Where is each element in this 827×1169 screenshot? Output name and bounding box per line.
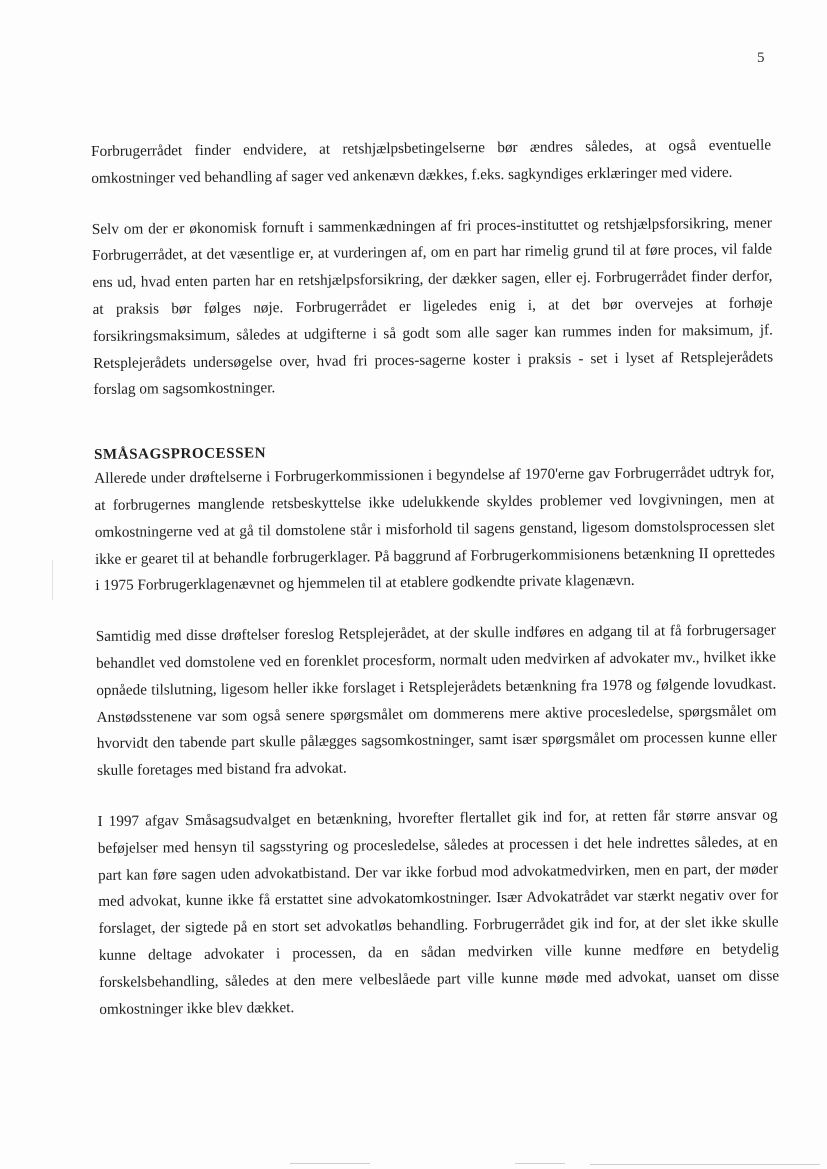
scan-artifact-line <box>590 1164 820 1165</box>
paragraph-forbrugerkommissionen: Allerede under drøftelserne i Forbrugerkommissionen i begyndelse af 1970'erne gav Forbrugerrådet udtryk for, at forbrugernes manglende retsbeskyttelse ikke udelukkende skyldes problemer ved lovgivningen, men at omkostningerne ved at gå til domstolene står i misforhold til sagens genstand, ligesom domstolsprocessen slet ikke er gearet til at behandle forbrugerklager. På baggrund af Forbrugerkommisionens betænkning II oprettedes i 1975 Forbrugerklagenævnet og hjemmelen til at etablere godkendte private klagenævn. <box>94 463 776 595</box>
document-body <box>91 132 780 1047</box>
paragraph-fri-proces: Selv om der er økonomisk fornuft i sammenkædningen af fri proces-instituttet og retshjælpsforsikring, mener Forbrugerrådet, at det væsentlige er, at vurderingen af, om en part har rimelig grund til at føre proces, vil falde ens ud, hvad enten parten har en retshjælpsforsikring, der dækker sagen, eller ej. Forbrugerrådet finder derfor, at praksis bør følges nøje. Forbrugerrådet er ligeledes enig i, at det bør overvejes at forhøje forsikringsmaksimum, således at udgifterne i så godt som alle sager kan rummes inden for maksimum, jf. Retsplejerådets undersøgelse over, hvad fri proces-sagerne koster i praksis - set i lyset af Retsplejerådets forslag om sagsomkostninger. <box>91 214 774 399</box>
paragraph-smaasagsudvalget: I 1997 afgav Småsagsudvalget en betænkning, hvorefter flertallet gik ind for, at retten får større ansvar og beføjelser med hensyn til sagsstyring og procesledelse, således at processen i det hele indrettes således, at en part kan føre sagen uden advokatbistand. Der var ikke forbud mod advokatmedvirken, men en part, der møder med advokat, kunne ikke få erstattet sine advokatomkostninger. Især Advokatrådet var stærkt negativ over for forslaget, der sigtede på en stort set advokatløs behandling. Forbrugerrådet gik ind for, at der slet ikke skulle kunne deltage advokater i processen, da en sådan medvirken ville kunne medføre en betydelig forskelsbehandling, således at den mere velbeslåede part ville kunne møde med advokat, uanset om disse omkostninger ikke blev dækket. <box>97 806 780 1018</box>
section-heading: SMÅSAGSPROCESSEN <box>93 445 267 464</box>
paragraph-retshjaelp-betingelser: Forbrugerrådet finder endvidere, at retshjælpsbetingelserne bør ændres således, at også eventuelle omkostninger ved behandling af sager ved ankenævn dækkes, f.eks. sagkyndiges erklæringer med videre. <box>91 136 772 187</box>
paragraph-retsplejeraadet: Samtidig med disse drøftelser foreslog Retsplejerådet, at der skulle indføres en adgang til at få forbrugersager behandlet ved domstolene ved en forenklet procesform, normalt uden medvirken af advokater mv., hvilket ikke opnåede tilslutning, ligesom heller ikke forslaget i Retsplejerådets betænkning fra 1978 og følgende lovudkast. Anstødsstenene var som også senere spørgsmålet om dommerens mere aktive procesledelse, spørgsmålet om hvorvidt den tabende part skulle pålægges sagsomkostninger, samt især spørgsmålet om processen kunne eller skulle foretages med bistand fra advokat. <box>95 621 777 780</box>
scan-artifact-line <box>515 1163 565 1164</box>
scan-artifact-line <box>290 1163 370 1164</box>
scan-edge-mark <box>52 560 53 600</box>
page-number: 5 <box>757 50 765 66</box>
